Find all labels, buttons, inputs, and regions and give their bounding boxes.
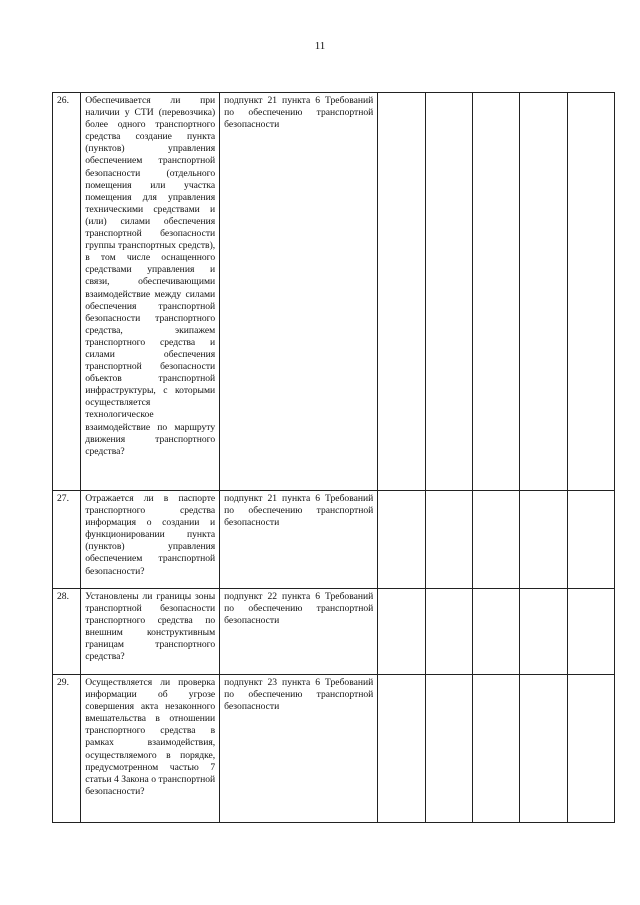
empty-cell — [520, 589, 567, 675]
empty-cell — [472, 589, 519, 675]
empty-cell — [378, 675, 425, 823]
empty-cell — [425, 93, 472, 491]
requirement-reference: подпункт 21 пункта 6 Требований по обеспечению транспортной безопасности — [220, 491, 378, 589]
table-row — [53, 589, 615, 675]
row-number: 28. — [53, 589, 81, 675]
empty-cell — [425, 675, 472, 823]
question-text: Отражается ли в паспорте транспортного средства информация о создании и функционировании пункта (пунктов) управления обеспечением транспортной безопасности? — [81, 491, 220, 589]
empty-cell — [425, 589, 472, 675]
empty-cell — [425, 491, 472, 589]
empty-cell — [472, 675, 519, 823]
row-number: 26. — [53, 93, 81, 491]
empty-cell — [378, 491, 425, 589]
empty-cell — [378, 93, 425, 491]
empty-cell — [520, 491, 567, 589]
table-row — [53, 491, 615, 589]
requirement-reference: подпункт 22 пункта 6 Требований по обеспечению транспортной безопасности — [220, 589, 378, 675]
empty-cell — [520, 93, 567, 491]
requirement-reference: подпункт 21 пункта 6 Требований по обеспечению транспортной безопасности — [220, 93, 378, 491]
empty-cell — [567, 93, 614, 491]
table-row — [53, 93, 615, 491]
empty-cell — [378, 589, 425, 675]
empty-cell — [567, 491, 614, 589]
question-text: Осуществляется ли проверка информации об угрозе совершения акта незаконного вмешательства в отношении транспортного средства в рамках взаимодействия, осуществляемого в порядке, предусмотренном частью 7 статьи 4 Закона о транспортной безопасности? — [81, 675, 220, 823]
empty-cell — [520, 675, 567, 823]
row-number: 27. — [53, 491, 81, 589]
question-text: Обеспечивается ли при наличии у СТИ (перевозчика) более одного транспортного средства создание пункта (пунктов) управления обеспечением транспортной безопасности (отдельного помещения или участка помещения для управления техническими средствами и (или) силами обеспечения транспортной безопасности группы транспортных средств), в том числе оснащенного средствами управления и связи, обеспечивающими взаимодействие между силами обеспечения транспортной безопасности транспортного средства, экипажем транспортного средства и силами обеспечения транспортной безопасности объектов транспортной инфраструктуры, с которыми осуществляется технологическое взаимодействие по маршруту движения транспортного средства? — [81, 93, 220, 491]
question-text: Установлены ли границы зоны транспортной безопасности транспортного средства по внешним конструктивным границам транспортного средства? — [81, 589, 220, 675]
empty-cell — [567, 675, 614, 823]
empty-cell — [472, 93, 519, 491]
table-row — [53, 675, 615, 823]
page-number: 11 — [314, 40, 326, 52]
empty-cell — [472, 491, 519, 589]
checklist-table — [52, 92, 615, 823]
row-number: 29. — [53, 675, 81, 823]
requirement-reference: подпункт 23 пункта 6 Требований по обеспечению транспортной безопасности — [220, 675, 378, 823]
empty-cell — [567, 589, 614, 675]
